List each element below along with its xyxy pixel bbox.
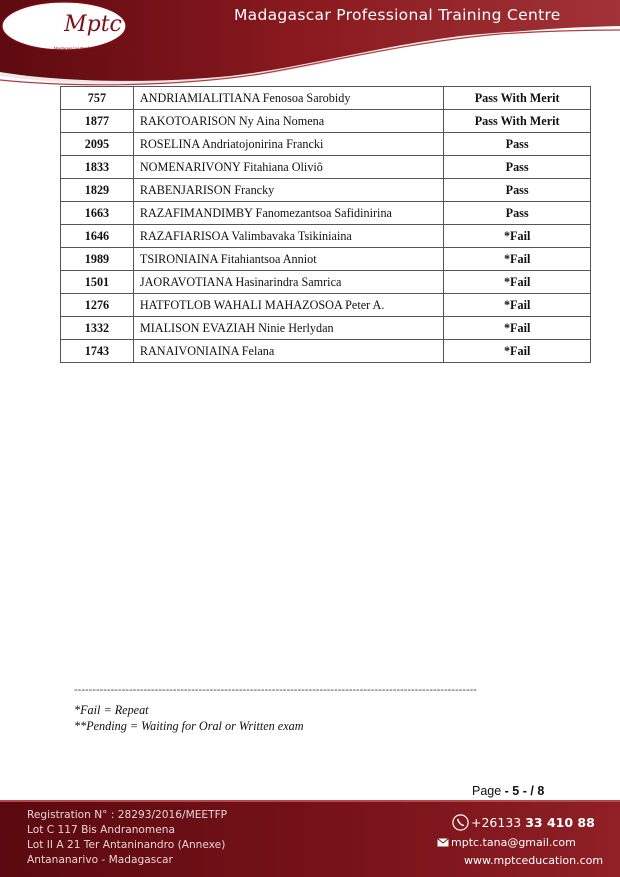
footnote-pending: **Pending = Waiting for Oral or Written exam (74, 719, 304, 733)
result-cell: *Fail (444, 248, 591, 271)
candidate-number: 1829 (61, 179, 134, 202)
candidate-name: JAORAVOTIANA Hasinarindra Samrica (133, 271, 443, 294)
table-row (61, 271, 591, 294)
footer-phone (471, 815, 595, 830)
results-table (60, 86, 591, 363)
phone-prefix: +26133 (471, 815, 522, 830)
table-row (61, 133, 591, 156)
candidate-number: 1646 (61, 225, 134, 248)
footer-email[interactable]: mptc.tana@gmail.com (451, 836, 576, 849)
result-cell: Pass With Merit (444, 87, 591, 110)
candidate-name: NOMENARIVONY Fitahiana Oliviô (133, 156, 443, 179)
logo-text: Mptc (64, 12, 122, 37)
candidate-name: RABENJARISON Francky (133, 179, 443, 202)
table-row (61, 110, 591, 133)
table-row (61, 156, 591, 179)
footer-address-1: Lot C 117 Bis Andranomena (27, 824, 175, 836)
page-number (472, 784, 544, 798)
page-prefix: Page (472, 784, 505, 798)
footer-city: Antananarivo - Madagascar (27, 854, 173, 866)
candidate-number: 1501 (61, 271, 134, 294)
candidate-name: RAZAFIMANDIMBY Fanomezantsoa Safidinirina (133, 202, 443, 225)
table-row (61, 340, 591, 363)
candidate-number: 2095 (61, 133, 134, 156)
page-header (0, 0, 620, 86)
page-current: - 5 - (504, 784, 527, 798)
header-title: Madagascar Professional Training Centre (234, 6, 561, 24)
page-total: 8 (537, 784, 545, 798)
candidate-number: 1276 (61, 294, 134, 317)
candidate-number: 1833 (61, 156, 134, 179)
table-row (61, 225, 591, 248)
candidate-number: 1989 (61, 248, 134, 271)
candidate-number: 757 (61, 87, 134, 110)
logo-subtitle: Madagascar Professional Training Centre (53, 46, 139, 51)
candidate-number: 1332 (61, 317, 134, 340)
result-cell: *Fail (444, 225, 591, 248)
footnote-separator: -------------------------------------------------------------------------------------------------------------- (74, 684, 477, 696)
table-row (61, 248, 591, 271)
candidate-name: HATFOTLOB WAHALI MAHAZOSOA Peter A. (133, 294, 443, 317)
table-row (61, 179, 591, 202)
result-cell: Pass With Merit (444, 110, 591, 133)
candidate-name: RAZAFIARISOA Valimbavaka Tsikiniaina (133, 225, 443, 248)
mail-icon (437, 838, 449, 847)
candidate-number: 1877 (61, 110, 134, 133)
candidate-number: 1663 (61, 202, 134, 225)
table-row (61, 294, 591, 317)
phone-number: 33 410 88 (525, 815, 595, 830)
result-cell: Pass (444, 202, 591, 225)
result-cell: *Fail (444, 340, 591, 363)
result-cell: *Fail (444, 317, 591, 340)
candidate-name: MIALISON EVAZIAH Ninie Herlydan (133, 317, 443, 340)
table-row (61, 202, 591, 225)
candidate-name: RAKOTOARISON Ny Aina Nomena (133, 110, 443, 133)
footer-address-2: Lot II A 21 Ter Antaninandro (Annexe) (27, 839, 226, 851)
table-row (61, 317, 591, 340)
footer-website[interactable]: www.mptceducation.com (464, 854, 604, 867)
result-cell: Pass (444, 179, 591, 202)
phone-icon (452, 814, 469, 831)
page-separator: / (526, 784, 538, 798)
table-row (61, 87, 591, 110)
result-cell: Pass (444, 156, 591, 179)
candidate-name: ANDRIAMIALITIANA Fenosoa Sarobidy (133, 87, 443, 110)
candidate-name: TSIRONIAINA Fitahiantsoa Anniot (133, 248, 443, 271)
footer-registration: Registration N° : 28293/2016/MEETFP (27, 809, 228, 821)
candidate-number: 1743 (61, 340, 134, 363)
result-cell: *Fail (444, 294, 591, 317)
footnote-fail: *Fail = Repeat (74, 703, 149, 717)
candidate-name: ROSELINA Andriatojonirina Francki (133, 133, 443, 156)
result-cell: *Fail (444, 271, 591, 294)
candidate-name: RANAIVONIAINA Felana (133, 340, 443, 363)
result-cell: Pass (444, 133, 591, 156)
